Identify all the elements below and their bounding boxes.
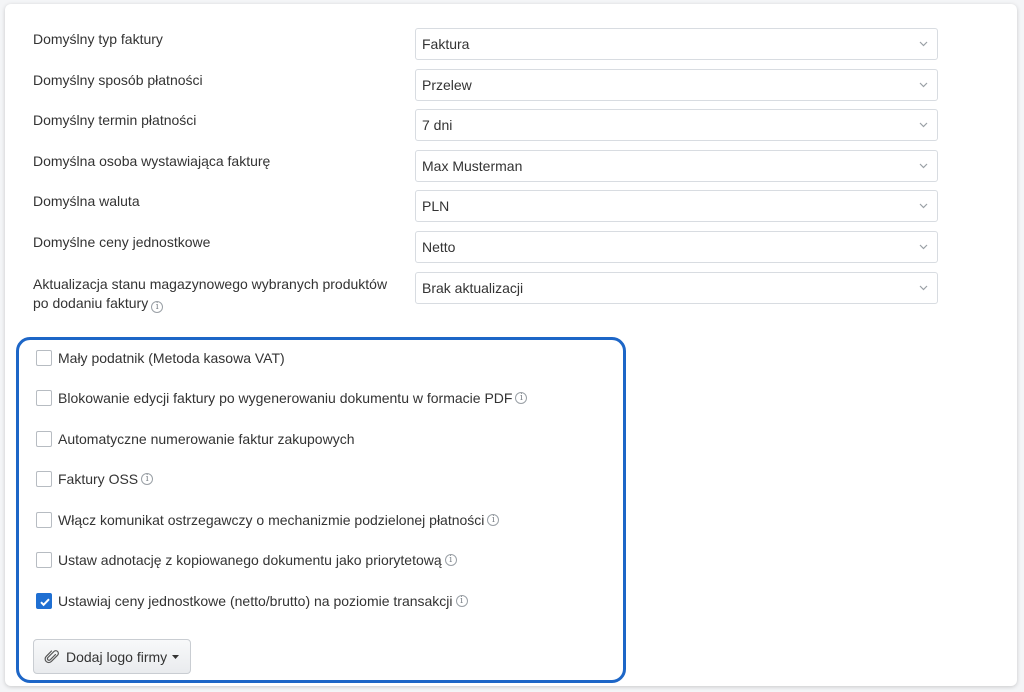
invoice-type-select[interactable] [415,28,938,60]
option-oss-invoices[interactable] [36,469,153,489]
setting-row-payment-term [5,109,1017,143]
info-icon[interactable]: i [151,301,163,313]
stock-update-label-line1: Aktualizacja stanu magazynowego wybranych produktów [33,276,388,292]
unit-prices-label: Domyślne ceny jednostkowe [33,234,211,250]
checkbox[interactable] [36,390,52,406]
payment-method-select[interactable] [415,69,938,101]
option-lock-editing-after-pdf[interactable] [36,388,527,408]
checkbox[interactable] [36,431,52,447]
option-label: Faktury OSS [58,471,139,487]
info-icon[interactable]: i [487,514,499,526]
checkbox-checked[interactable] [36,593,52,609]
option-label: Ustawiaj ceny jednostkowe (netto/brutto) na poziomie transakcji [58,593,453,609]
info-icon[interactable]: i [515,392,527,404]
checkbox[interactable] [36,552,52,568]
unit-prices-select[interactable] [415,231,938,263]
payment-method-value: Przelew [422,77,472,93]
option-label: Blokowanie edycji faktury po wygenerowaniu dokumentu w formacie PDF [58,390,513,406]
chevron-down-icon [917,29,929,59]
chevron-down-icon [917,273,929,303]
settings-panel [5,4,1017,686]
currency-select[interactable] [415,190,938,222]
option-split-payment-warning[interactable] [36,510,499,530]
setting-row-unit-prices [5,231,1017,265]
add-logo-label: Dodaj logo firmy [66,648,168,665]
chevron-down-icon [917,110,929,140]
stock-update-label-line2: po dodaniu faktury [33,295,149,311]
option-transaction-level-prices[interactable] [36,591,468,611]
option-priority-annotation[interactable] [36,550,457,570]
stock-update-select[interactable] [415,272,938,304]
option-label: Włącz komunikat ostrzegawczy o mechanizmie podzielonej płatności [58,512,485,528]
stock-update-label [33,275,408,313]
setting-row-payment-method [5,69,1017,103]
chevron-down-icon [917,151,929,181]
issuer-value: Max Musterman [422,158,523,174]
info-icon[interactable]: i [456,595,468,607]
caret-down-icon [172,655,179,659]
chevron-down-icon [917,232,929,262]
payment-term-label: Domyślny termin płatności [33,112,197,128]
invoice-type-value: Faktura [422,36,470,52]
info-icon[interactable]: i [141,473,153,485]
issuer-label: Domyślna osoba wystawiająca fakturę [33,153,271,169]
setting-row-invoice-type [5,28,1017,62]
info-icon[interactable]: i [445,554,457,566]
option-label: Ustaw adnotację z kopiowanego dokumentu jako priorytetową [58,552,442,568]
stock-update-value: Brak aktualizacji [422,280,524,296]
payment-term-value: 7 dni [422,117,453,133]
add-logo-button[interactable] [33,639,191,674]
checkbox[interactable] [36,350,52,366]
currency-value: PLN [422,198,450,214]
checkbox[interactable] [36,512,52,528]
currency-label: Domyślna waluta [33,193,140,209]
option-label: Automatyczne numerowanie faktur zakupowych [58,431,355,447]
setting-row-stock-update [5,272,1017,316]
issuer-select[interactable] [415,150,938,182]
checkbox[interactable] [36,471,52,487]
chevron-down-icon [917,191,929,221]
option-label: Mały podatnik (Metoda kasowa VAT) [58,350,285,366]
setting-row-issuer [5,150,1017,184]
invoice-type-label: Domyślny typ faktury [33,31,163,47]
chevron-down-icon [917,70,929,100]
option-auto-numbering-purchase[interactable] [36,429,354,449]
unit-prices-value: Netto [422,239,456,255]
option-small-taxpayer[interactable] [36,348,285,368]
paperclip-icon [44,649,60,665]
payment-term-select[interactable] [415,109,938,141]
payment-method-label: Domyślny sposób płatności [33,72,203,88]
setting-row-currency [5,190,1017,224]
checkmark-icon [39,596,51,608]
